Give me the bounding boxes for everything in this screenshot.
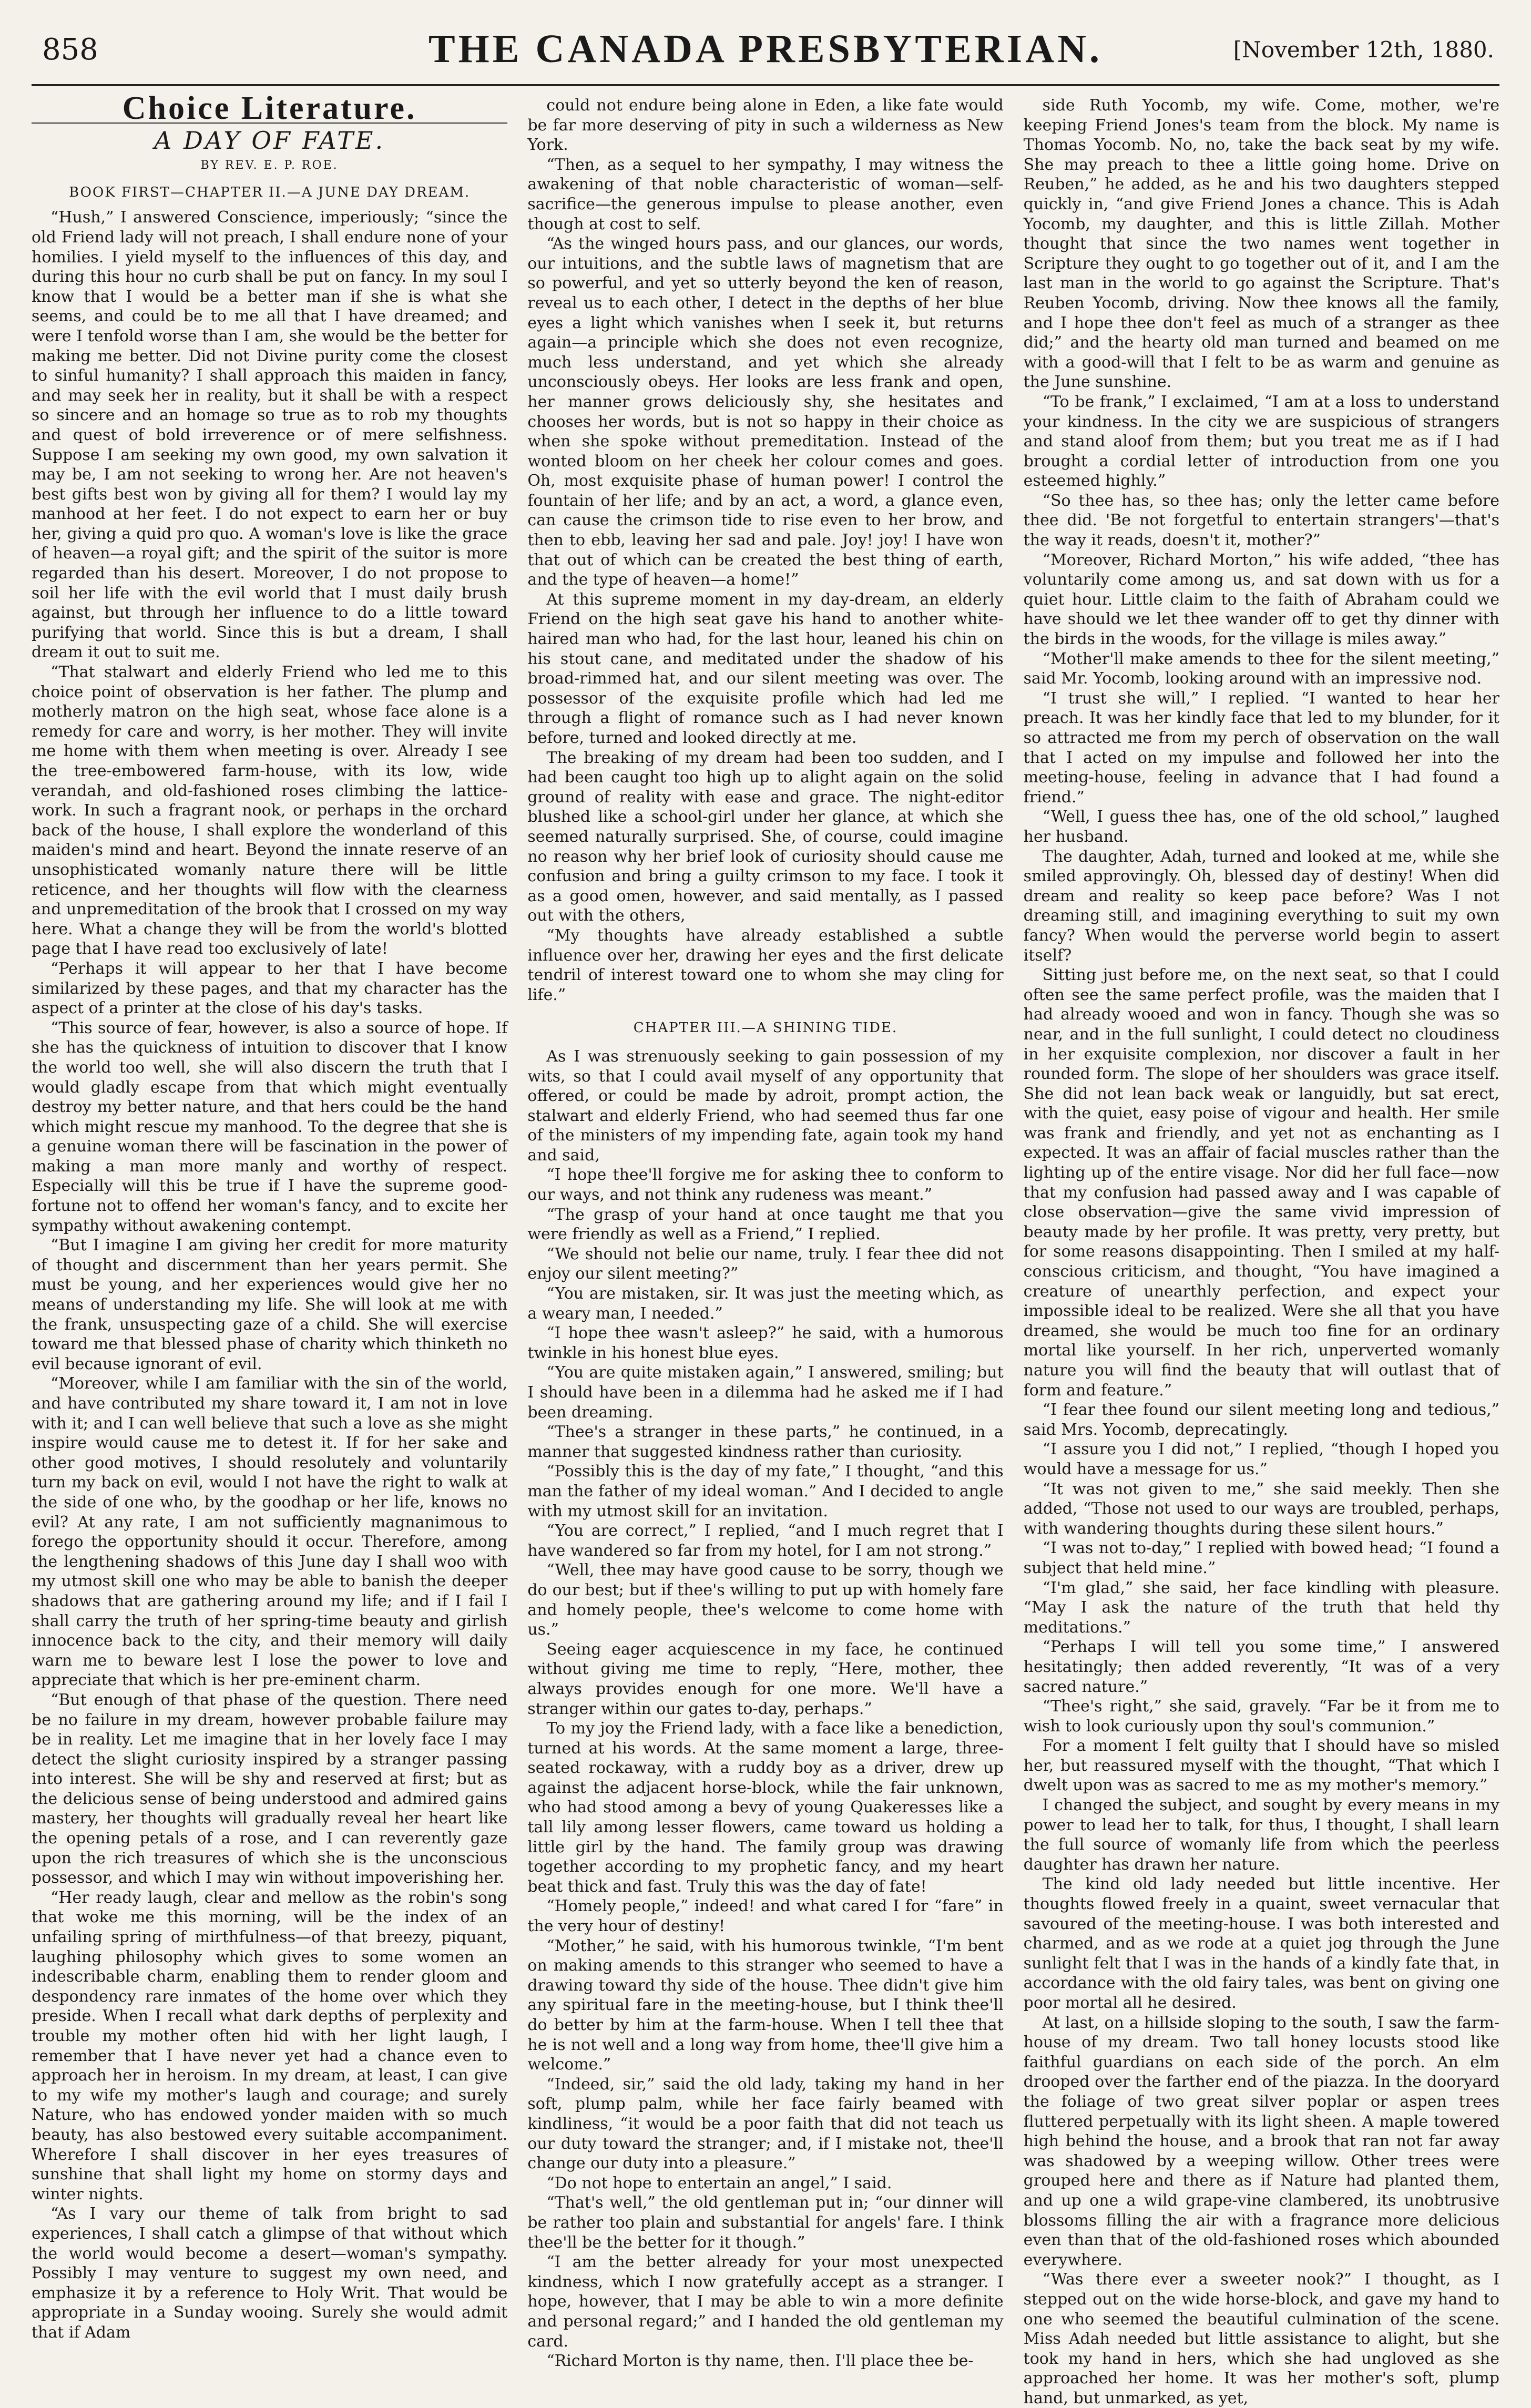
paragraph: “As the winged hours pass, and our glances, our words, our intuitions, and the subtle laws of magnetism that are so powerful, and yet so utterly beyond the ken of reason, reveal us to each other, I detect in the depths of her blue eyes a light which vanishes when I seek it, but returns again—a principle which she does not even recognize, much less understand, and yet which she already unconsciously obeys. Her looks are less frank and open, her manner grows deliciously shy, she hesitates and chooses her words, but is not so happy in their choice as when she spoke without premeditation. Instead of the wonted bloom on her cheek her colour comes and goes. Oh, most exquisite phase of human power! I control the fountain of her life; and by an act, a word, a glance even, can cause the crimson tide to rise even to her brow, and then to ebb, leaving her sad and pale. Joy! joy! I have won that out of which can be created the best thing of earth, and the type of heaven—a home!”: [527, 234, 1004, 589]
paragraph: “That stalwart and elderly Friend who led me to this choice point of observation is her father. The plump and motherly matron on the high seat, whose face alone is a remedy for care and worry, is her mother. They will invite me home with them when meeting is over. Already I see the tree-embowered farm-house, with its low, wide verandah, and old-fashioned roses climbing the lattice-work. In such a fragrant nook, or perhaps in the orchard back of the house, I shall explore the wonderland of this maiden's mind and heart. Beyond the innate reserve of an unsophisticated womanly nature there will be little reticence, and her thoughts will flow with the clearness and unpremeditation of the brook that I crossed on my way here. What a change they will be from the world's blotted page that I have read too exclusively of late!: [32, 663, 508, 958]
paragraph: “To be frank,” I exclaimed, “I am at a loss to understand your kindness. In the city we are suspicious of strangers and stand aloof from them; but you treat me as if I had brought a cordial letter of introduction from one you esteemed highly.”: [1023, 392, 1499, 491]
paragraph: At this supreme moment in my day-dream, an elderly Friend on the high seat gave his hand to another white-haired man who had, for the last hour, leaned his chin on his stout cane, and meditated under the shadow of his broad-rimmed hat, and our silent meeting was over. The possessor of the exquisite profile which had led me through a flight of romance such as I had never known before, turned and looked directly at me.: [527, 590, 1004, 747]
newspaper-page: [32, 21, 1499, 2407]
paragraph: “Well, I guess thee has, one of the old school,” laughed her husband.: [1023, 808, 1499, 846]
columns: [32, 90, 1499, 2407]
paragraph: “Richard Morton is thy name, then. I'll place thee be-: [546, 2352, 974, 2371]
masthead-rule: [32, 84, 1499, 86]
paragraph: “I hope thee'll forgive me for asking thee to conform to our ways, and not think any rudeness was meant.”: [527, 1166, 1004, 1205]
paragraph: “But enough of that phase of the question. There need be no failure in my dream, however probable failure may be in reality. Let me imagine that in her lovely face I may detect the slight curiosity inspired by a stranger passing into interest. She will be shy and reserved at first; but as the delicious sense of being understood and admired gains mastery, her thoughts will gradually reveal her heart like the opening petals of a rose, and I can reverently gaze upon the rich treasures of which she is the unconscious possessor, and which I may win without impoverishing her.: [32, 1690, 508, 1887]
paragraph: “Mother'll make amends to thee for the silent meeting,” said Mr. Yocomb, looking around with an impressive nod.: [1023, 649, 1499, 688]
paragraph: “Possibly this is the day of my fate,” I thought, “and this man the father of my ideal woman.” And I decided to angle with my utmost skill for an invitation.: [527, 1462, 1004, 1521]
paragraph: “So thee has, so thee has; only the letter came before thee did. 'Be not forgetful to entertain strangers'—that's the way it reads, doesn't it, mother?”: [1023, 491, 1499, 550]
paragraph: “The grasp of your hand at once taught me that you were friendly as well as a Friend,” I replied.: [527, 1205, 1004, 1244]
paragraph: “Homely people,” indeed! and what cared I for “fare” in the very hour of destiny!: [527, 1897, 1004, 1936]
paragraph: “Mother,” he said, with his humorous twinkle, “I'm bent on making amends to this stranger who seemed to have a drawing toward thy side of the house. Thee didn't give him any spiritual fare in the meeting-house, but I think thee'll do better by him at the farm-house. When I tell thee that he is not well and a long way from home, thee'll give him a welcome.”: [527, 1936, 1004, 2074]
paragraph: As I was strenuously seeking to gain possession of my wits, so that I could avail myself of any opportunity that offered, or could be made by adroit, prompt action, the stalwart and elderly Friend, who had seemed thus far one of the ministers of my impending fate, again took my hand and said,: [527, 1047, 1004, 1165]
paragraph: “Her ready laugh, clear and mellow as the robin's song that woke me this morning, will be the index of an unfailing spring of mirthfulness—of that breezy, piquant, laughing philosophy which gives to some women an indescribable charm, enabling them to render gloom and despondency rare inmates of the home over which they preside. When I recall what dark depths of perplexity and trouble my mother often hid with her light laugh, I remember that I have never yet had a chance even to approach her in heroism. In my dream, at least, I can give to my wife my mother's laugh and courage; and surely Nature, who has endowed yonder maiden with so much beauty, has also bestowed every suitable accompaniment. Wherefore I shall discover in her eyes treasures of sunshine that shall light my home on stormy days and winter nights.: [32, 1888, 508, 2203]
column-2-body-top: [527, 96, 1003, 1005]
paragraph: The breaking of my dream had been too sudden, and I had been caught too high up to alight again on the solid ground of reality with ease and grace. The night-editor blushed like a school-girl under her glance, at which she seemed naturally surprised. She, of course, could imagine no reason why her brief look of curiosity should cause me confusion and bring a guilty crimson to my face. I took it as a good omen, however, and said mentally, as I passed out with the others,: [527, 748, 1004, 925]
column-2: [527, 96, 1004, 2371]
paragraph: “Then, as a sequel to her sympathy, I may witness the awakening of that noble characteristic of woman—self-sacrifice—the generous impulse to please another, even though at cost to self.: [527, 155, 1004, 233]
column-3-body: [1024, 96, 1499, 2408]
paragraph: “But I imagine I am giving her credit for more maturity of thought and discernment than her years permit. She must be young, and her experiences would give her no means of understanding my life. She will look at me with the frank, unsuspecting gaze of a child. She will exercise toward me that blessed phase of charity which thinketh no evil because ignorant of evil.: [32, 1236, 508, 1373]
paragraph: “That's well,” the old gentleman put in; “our dinner will be rather too plain and substantial for angels' fare. I think thee'll be the better for it though.”: [527, 2193, 1004, 2252]
paragraph: “Moreover, Richard Morton,” his wife added, “thee has voluntarily come among us, and sat down with us for a quiet hour. Little claim to the faith of Abraham could we have should we let thee wander off to get thy dinner with the birds in the woods, for the village is miles away.”: [1023, 550, 1499, 649]
paragraph: “You are quite mistaken again,” I answered, smiling; but I should have been in a dilemma had he asked me if I had been dreaming.: [527, 1363, 1004, 1422]
paragraph: “Hush,” I answered Conscience, imperiously; “since the old Friend lady will not preach, I shall endure none of your homilies. I yield myself to the influences of this day, and during this hour no curb shall be put on fancy. In my soul I know that I would be a better man if she is what she seems, and could be to me all that I have dreamed; and were I tenfold worse than I am, she would be the better for making me better. Did not Divine purity come the closest to sinful humanity? I shall approach this maiden in fancy, and may seek her in reality, but it shall be with a respect so sincere and an homage so true as to rob my thoughts and quest of bold irreverence or of mere selfishness. Suppose I am seeking my own good, my own salvation it may be, I am not seeking to wrong her. Are not heaven's best gifts best won by giving all for them? I would lay my manhood at her feet. I do not expect to earn her or buy her, giving a quid pro quo. A woman's love is like the grace of heaven—a royal gift; and the spirit of the suitor is more regarded than his desert. Moreover, I do not propose to soil her life with the evil world that I must daily brush against, but through her influence to do a little toward purifying that world. Since this is but a dream, I shall dream it out to suit me.: [32, 208, 508, 662]
paragraph: “Perhaps I will tell you some time,” I answered hesitatingly; then added reverently, “It was of a very sacred nature.”: [1023, 1638, 1499, 1696]
paragraph: “I fear thee found our silent meeting long and tedious,” said Mrs. Yocomb, deprecatingly.: [1023, 1401, 1499, 1439]
paragraph: “This source of fear, however, is also a source of hope. If she has the quickness of intuition to discover that I know the world too well, she will also discern the truth that I would gladly escape from that which might eventually destroy my better nature, and that hers could be the hand which might rescue my manhood. To the degree that she is a genuine woman there will be fascination in the power of making a man more manly and worthy of respect. Especially will this be true if I have the supreme good-fortune not to offend her woman's fancy, and to excite her sympathy without awakening contempt.: [32, 1018, 508, 1235]
chapter-3-heading: CHAPTER III.—A SHINING TIDE.: [633, 1020, 898, 1036]
paragraph: “I assure you I did not,” I replied, “though I hoped you would have a message for us.”: [1023, 1440, 1499, 1478]
paragraph: “I hope thee wasn't asleep?” he said, with a humorous twinkle in his honest blue eyes.: [527, 1324, 1004, 1362]
paragraph: “My thoughts have already established a subtle influence over her, drawing her eyes and the first delicate tendril of interest toward one to whom she may cling for life.”: [527, 926, 1004, 1004]
byline: BY REV. E. P. ROE.: [200, 159, 339, 172]
paragraph: At last, on a hillside sloping to the south, I saw the farm-house of my dream. Two tall honey locusts stood like faithful guardians on each side of the porch. An elm drooped over the farther end of the piazza. In the dooryard the foliage of two great silver poplar or aspen trees fluttered perpetually with its light sheen. A maple towered high behind the house, and a brook that ran not far away was shadowed by a weeping willow. Other trees were grouped here and there as if Nature had planted them, and up one a wild grape-vine clambered, its unobtrusive blossoms filling the air with a fragrance more delicious even than that of the old-fashioned roses which abounded everywhere.: [1023, 2013, 1499, 2269]
column-1-body: [32, 208, 507, 2342]
paragraph: “Indeed, sir,” said the old lady, taking my hand in her soft, plump palm, while her face fairly beamed with kindliness, “it would be a poor faith that did not teach us our duty toward the stranger; and, if I mistake not, thee'll change our duty into a pleasure.”: [527, 2075, 1004, 2173]
page-number: 858: [42, 33, 98, 67]
paragraph: The daughter, Adah, turned and looked at me, while she smiled approvingly. Oh, blessed day of destiny! When did dream and reality so keep pace before? Was I not dreaming still, and imagining everything to suit my own fancy? When would the perverse world begin to assert itself?: [1023, 847, 1499, 965]
paragraph: “Was there ever a sweeter nook?” I thought, as I stepped out on the wide horse-block, and gave my hand to one who seemed the beautiful culmination of the scene. Miss Adah needed but little assistance to alight, but she took my hand in hers, which she had ungloved as she approached her home. It was her mother's soft, plump hand, but unmarked, as yet,: [1023, 2270, 1499, 2407]
paragraph: The kind old lady needed but little incentive. Her thoughts flowed freely in a quaint, sweet vernacular that savoured of the meeting-house. I was both interested and charmed, and as we rode at a quiet jog through the June sunlight felt that I was in the hands of a kindly fate that, in accordance with the old fairy tales, was bent on giving one poor mortal all he desired.: [1023, 1875, 1499, 2012]
chapter-2-heading: BOOK FIRST—CHAPTER II.—A JUNE DAY DREAM.: [69, 184, 471, 200]
paragraph: “Do not hope to entertain an angel,” I said.: [546, 2174, 892, 2192]
paragraph: I changed the subject, and sought by every means in my power to lead her to talk, for thus, I thought, I shall learn the full source of womanly life from which the peerless daughter has drawn her nature.: [1023, 1796, 1499, 1874]
paragraph: “I was not to-day,” I replied with bowed head; “I found a subject that held mine.”: [1023, 1539, 1499, 1577]
paragraph: “I'm glad,” she said, her face kindling with pleasure. “May I ask the nature of the truth that held thy meditations.”: [1023, 1578, 1499, 1637]
paragraph: “Thee's a stranger in these parts,” he continued, in a manner that suggested kindness rather than curiosity.: [527, 1423, 1004, 1461]
issue-date: [November 12th, 1880.: [1233, 37, 1494, 63]
masthead: [32, 21, 1499, 84]
paper-title: THE CANADA PRESBYTERIAN.: [428, 27, 1103, 71]
paragraph: “Thee's right,” she said, gravely. “Far be it from me to wish to look curiously upon thy soul's communion.”: [1023, 1697, 1499, 1736]
paragraph: “It was not given to me,” she said meekly. Then she added, “Those not used to our ways are troubled, perhaps, with wandering thoughts during these silent hours.”: [1023, 1480, 1499, 1538]
paragraph: For a moment I felt guilty that I should have so misled her, but reassured myself with the thought, “That which I dwelt upon was as sacred to me as my mother's memory.”: [1023, 1737, 1499, 1795]
paragraph: “I am the better already for your most unexpected kindness, which I now gratefully accept as a stranger. I hope, however, that I may be able to win a more definite and personal regard;” and I handed the old gentleman my card.: [527, 2253, 1004, 2351]
column-2-body-bottom: [527, 1047, 1003, 2371]
paragraph: “You are correct,” I replied, “and I much regret that I have wandered so far from my hotel, for I am not strong.”: [527, 1522, 1004, 1560]
paragraph: “I trust she will,” I replied. “I wanted to hear her preach. It was her kindly face that led to my blunder, for it so attracted me from my perch of observation on the wall that I acted on my impulse and followed her into the meeting-house, feeling in advance that I had found a friend.”: [1023, 689, 1499, 807]
paragraph: “Well, thee may have good cause to be sorry, though we do our best; but if thee's willing to put up with homely fare and homely people, thee's welcome to come home with us.”: [527, 1561, 1004, 1639]
section-heading: Choice Literature.: [32, 99, 507, 124]
paragraph: “As I vary our theme of talk from bright to sad experiences, I shall catch a glimpse of that without which the world would become a desert—woman's sympathy. Possibly I may venture to suggest my own need, and emphasize it by a reference to Holy Writ. That would be appropriate in a Sunday wooing. Surely she would admit that if Adam: [32, 2205, 508, 2342]
paragraph: “Moreover, while I am familiar with the sin of the world, and have contributed my share toward it, I am not in love with it; and I can well believe that such a love as she might inspire would cause me to detest it. If for her sake and other good motives, I should resolutely and voluntarily turn my back on evil, would I not have the right to walk at the side of one who, by the goodhap or her life, knows no evil? At any rate, I am not sufficiently magnanimous to forego the opportunity should it occur. Therefore, among the lengthening shadows of this June day I shall woo with my utmost skill one who may be able to banish the deeper shadows that are gathering around my life; and if I fail I shall carry the truth of her spring-time beauty and girlish innocence back to the city, and their memory will daily warn me to beware lest I lose the power to love and appreciate that which is her pre-eminent charm.: [32, 1374, 508, 1690]
paragraph: To my joy the Friend lady, with a face like a benediction, turned at his words. At the same moment a large, three-seated rockaway, with a ruddy boy as a driver, drew up against the adjacent horse-block, while the fair unknown, who had stood among a bevy of young Quakeresses like a tall lily among lesser flowers, came toward us holding a little girl by the hand. The family group was drawing together according to my prophetic fancy, and my heart beat thick and fast. Truly this was the day of fate!: [527, 1719, 1004, 1896]
paragraph: “Perhaps it will appear to her that I have become similarized by these pages, and that my character has the aspect of a printer at the close of his day's tasks.: [32, 959, 508, 1018]
paragraph: “We should not belie our name, truly. I fear thee did not enjoy our silent meeting?”: [527, 1244, 1004, 1283]
paragraph: Sitting just before me, on the next seat, so that I could often see the same perfect profile, was the maiden that I had already wooed and won in fancy. Though she was so near, and in the full sunlight, I could detect no cloudiness in her exquisite complexion, nor discover a fault in her rounded form. The slope of her shoulders was grace itself. She did not lean back weak or languidly, but sat erect, with the quiet, easy poise of vigour and health. Her smile was frank and friendly, and yet not as enchanting as I expected. It was an affair of facial muscles rather than the lighting up of the entire visage. Nor did her full face—now that my confusion had passed away and I was capable of close observation—give the same vivid impression of beauty made by her profile. It was pretty, very pretty, but for some reasons disappointing. Then I smiled at my half-conscious criticism, and thought, “You have imagined a creature of unearthly perfection, and expect your impossible ideal to be realized. Were she all that you have dreamed, she would be much too fine for an ordinary mortal like yourself. In her rich, unperverted womanly nature you will find the beauty that will outlast that of form and feature.”: [1023, 966, 1499, 1400]
paragraph: could not endure being alone in Eden, a like fate would be far more deserving of pity in such a wilderness as New York.: [527, 96, 1004, 155]
paragraph: side Ruth Yocomb, my wife. Come, mother, we're keeping Friend Jones's team from the block. My name is Thomas Yocomb. No, no, take the back seat by my wife. She may preach to thee a little going home. Drive on Reuben,” he added, as he and his two daughters stepped quickly in, “and give Friend Jones a chance. This is Adah Yocomb, my daughter, and this is little Zillah. Mother thought that since the two names went together in Scripture they ought to go together out of it, and I am the last man in the world to go against the Scripture. That's Reuben Yocomb, driving. Now thee knows all the family, and I hope thee don't feel as much of a stranger as thee did;” and the hearty old man turned and beamed on me with a good-will that I felt to be as warm and genuine as the June sunshine.: [1023, 96, 1499, 392]
column-1: [32, 90, 508, 2342]
story-title: A DAY OF FATE.: [154, 126, 385, 155]
paragraph: Seeing eager acquiescence in my face, he continued without giving me time to reply, “Here, mother, thee always provides enough for one more. We'll have a stranger within our gates to-day, perhaps.”: [527, 1640, 1004, 1718]
paragraph: “You are mistaken, sir. It was just the meeting which, as a weary man, I needed.”: [527, 1284, 1004, 1323]
column-3: [1023, 96, 1499, 2407]
